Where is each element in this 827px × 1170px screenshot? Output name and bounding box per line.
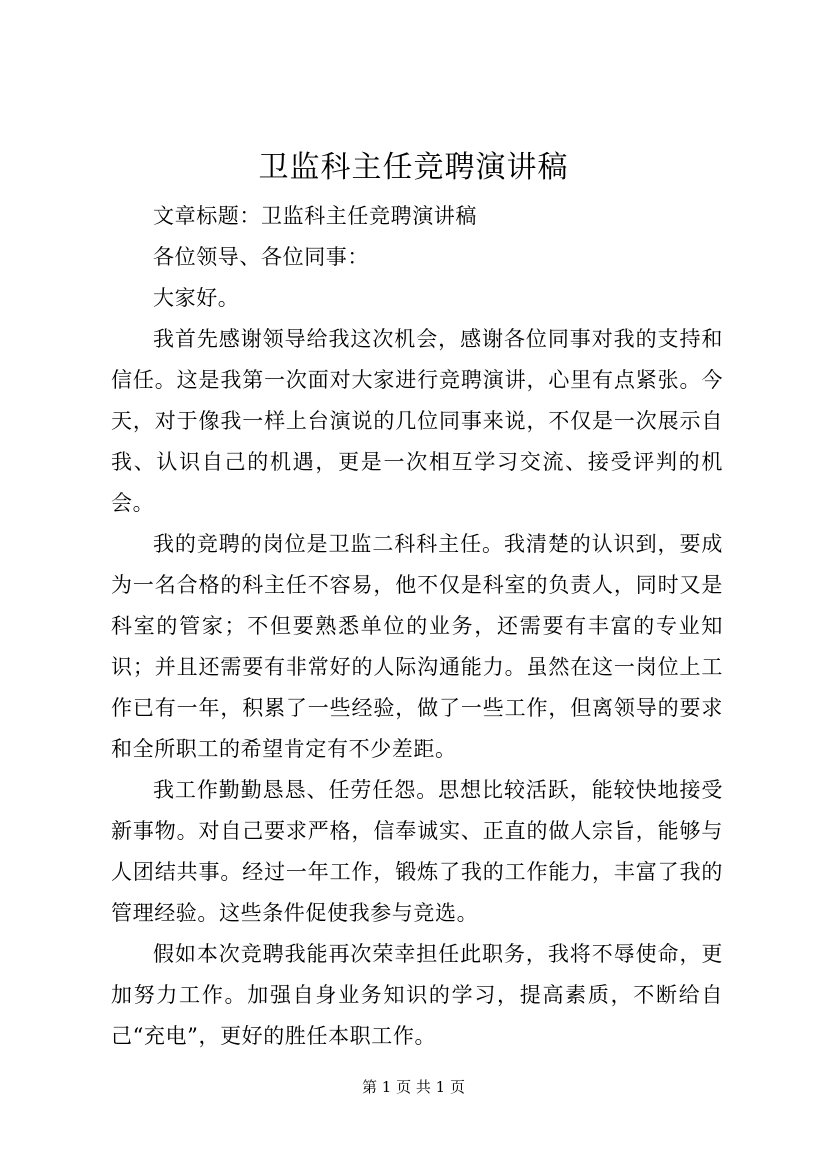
document-body: [111, 196, 723, 1057]
paragraph-commitment: 假如本次竞聘我能再次荣幸担任此职务，我将不辱使命，更加努力工作。加强自身业务知识的学习，提高素质，不断给自己“充电”，更好的胜任本职工作。: [111, 942, 723, 1048]
article-title-line: 文章标题：卫监科主任竞聘演讲稿: [153, 204, 477, 228]
paragraph-position: 我的竞聘的岗位是卫监二科科主任。我清楚的认识到，要成为一名合格的科主任不容易，他不仅是科室的负责人，同时又是科室的管家；不但要熟悉单位的业务，还需要有丰富的专业知识；并且还需要有非常好的人际沟通能力。虽然在这一岗位上工作已有一年，积累了一些经验，做了一些工作，但离领导的要求和全所职工的希望肯定有不少差距。: [111, 532, 723, 761]
page-footer: 第 1 页 共 1 页: [362, 1078, 465, 1096]
paragraph-qualities: 我工作勤勤恳恳、任劳任怨。思想比较活跃，能较快地接受新事物。对自己要求严格，信奉诚实、正直的做人宗旨，能够与人团结共事。经过一年工作，锻炼了我的工作能力，丰富了我的管理经验。这些条件促使我参与竞选。: [111, 778, 723, 925]
document-title: 卫监科主任竞聘演讲稿: [258, 150, 569, 185]
salutation: 各位领导、各位同事：: [153, 245, 369, 269]
greeting: 大家好。: [153, 286, 240, 310]
paragraph-thanks: 我首先感谢领导给我这次机会，感谢各位同事对我的支持和信任。这是我第一次面对大家进行竞聘演讲，心里有点紧张。今天，对于像我一样上台演说的几位同事来说，不仅是一次展示自我、认识自己的机遇，更是一次相互学习交流、接受评判的机会。: [111, 327, 723, 515]
